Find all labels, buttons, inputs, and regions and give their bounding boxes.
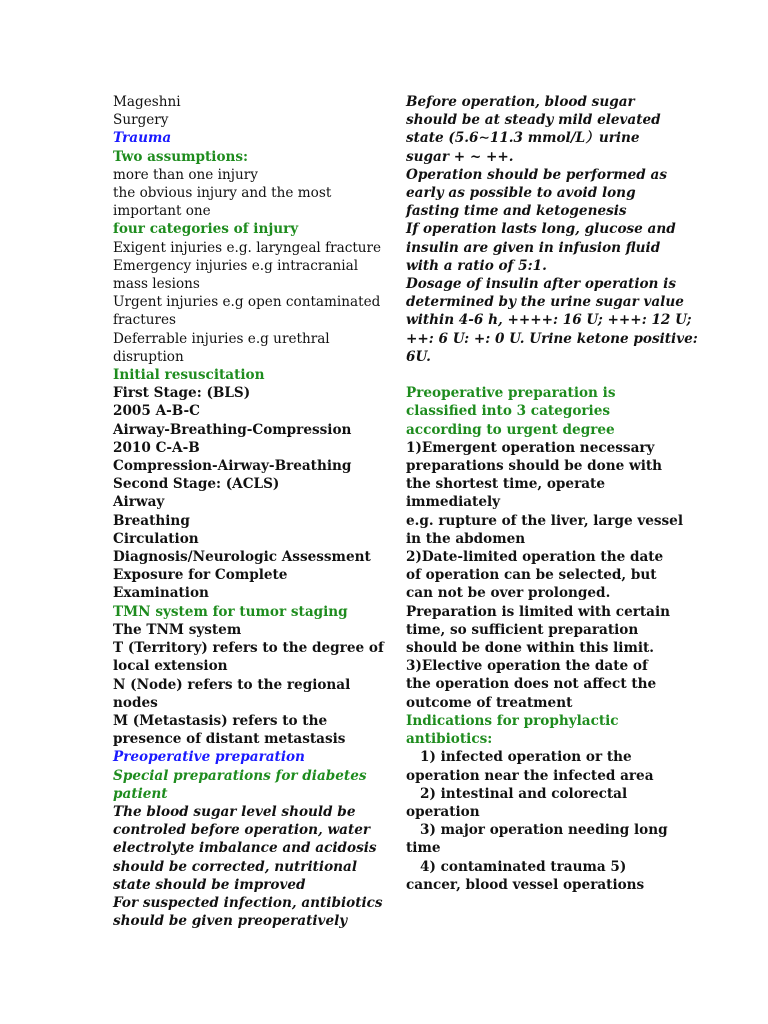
text-line: in the abdomen <box>406 530 526 547</box>
topic-heading: Preoperative preparation <box>113 749 305 766</box>
text-line: time <box>406 840 441 857</box>
text-line: Exigent injuries e.g. laryngeal fracture <box>113 239 382 256</box>
text-line: e.g. rupture of the liver, large vessel <box>406 512 683 529</box>
section-heading: classified into 3 categories <box>406 403 611 420</box>
text-line: Preparation is limited with certain <box>406 603 671 620</box>
text-line: should be given preoperatively <box>113 913 348 930</box>
text-line: cancer, blood vessel operations <box>406 876 645 893</box>
text-line: presence of distant metastasis <box>113 731 346 748</box>
text-line: Airway-Breathing-Compression <box>113 421 352 438</box>
section-heading: Indications for prophylactic <box>406 712 619 729</box>
text-line: 3) major operation needing long <box>420 822 668 839</box>
section-heading: Special preparations for diabetes <box>113 767 367 784</box>
text-line: 3)Elective operation the date of <box>406 658 648 675</box>
text-line: the shortest time, operate <box>406 476 605 493</box>
text-line: Breathing <box>113 512 190 529</box>
section-heading: patient <box>113 785 168 802</box>
text-line: 1)Emergent operation necessary <box>406 439 655 456</box>
left-column <box>113 93 384 930</box>
text-line: 2010 C-A-B <box>113 439 200 456</box>
text-line: should be at steady mild elevated <box>406 112 661 129</box>
text-line: important one <box>113 203 211 220</box>
text-line: 2)Date-limited operation the date <box>406 549 664 566</box>
text-line: should be corrected, nutritional <box>113 858 358 875</box>
text-line: Mageshni <box>113 94 181 110</box>
text-line: 2005 A-B-C <box>113 403 200 420</box>
text-line: N (Node) refers to the regional <box>113 676 351 693</box>
text-line: First Stage: (BLS) <box>113 385 251 402</box>
text-line: local extension <box>113 658 228 675</box>
text-line: Compression-Airway-Breathing <box>113 458 352 475</box>
section-heading: Preoperative preparation is <box>406 385 616 402</box>
topic-heading: Trauma <box>113 130 172 147</box>
text-line: Exposure for Complete <box>113 567 288 584</box>
text-line: should be done within this limit. <box>406 640 655 657</box>
text-line: nodes <box>113 694 158 711</box>
text-line: operation <box>406 803 480 820</box>
text-line: The TNM system <box>113 621 242 638</box>
section-heading: four categories of injury <box>113 221 299 238</box>
text-line: 2) intestinal and colorectal <box>420 785 628 802</box>
text-line: sugar + ~ ++. <box>406 148 514 165</box>
text-line: 1) infected operation or the <box>420 749 632 766</box>
section-heading: antibiotics: <box>406 731 493 748</box>
text-line: disruption <box>113 348 184 365</box>
text-line: Examination <box>113 585 209 602</box>
text-line: mass lesions <box>113 276 200 293</box>
text-line: Before operation, blood sugar <box>406 94 635 110</box>
text-line: determined by the urine sugar value <box>406 294 684 311</box>
blank-line <box>406 366 658 384</box>
text-line: of operation can be selected, but <box>406 567 657 584</box>
text-line: M (Metastasis) refers to the <box>113 712 328 729</box>
text-line: time, so sufficient preparation <box>406 621 639 638</box>
text-line: early as possible to avoid long <box>406 185 636 202</box>
text-line: Second Stage: (ACLS) <box>113 476 280 493</box>
text-line: the operation does not affect the <box>406 676 657 693</box>
right-column <box>406 93 698 894</box>
text-line: The blood sugar level should be <box>113 803 356 820</box>
text-line: state (5.6∼11.3 mmol/L）urine <box>406 130 640 147</box>
text-line: more than one injury <box>113 166 258 183</box>
text-line: Circulation <box>113 530 199 547</box>
text-line: T (Territory) refers to the degree of <box>113 640 384 657</box>
text-line: Surgery <box>113 112 169 129</box>
text-line: electrolyte imbalance and acidosis <box>113 840 377 857</box>
text-line: the obvious injury and the most <box>113 185 332 202</box>
text-line: fasting time and ketogenesis <box>406 203 627 220</box>
text-line: Urgent injuries e.g open contaminated <box>113 294 381 311</box>
text-line: fractures <box>113 312 176 329</box>
section-heading: according to urgent degree <box>406 421 615 438</box>
text-line: Diagnosis/Neurologic Assessment <box>113 549 371 566</box>
text-line: Dosage of insulin after operation is <box>406 276 676 293</box>
text-line: preparations should be done with <box>406 458 663 475</box>
text-line: can not be over prolonged. <box>406 585 611 602</box>
text-line: 4) contaminated trauma 5) <box>420 858 627 875</box>
text-line: insulin are given in infusion fluid <box>406 239 661 256</box>
text-line: Operation should be performed as <box>406 166 667 183</box>
text-line: If operation lasts long, glucose and <box>406 221 676 238</box>
section-heading: Initial resuscitation <box>113 367 265 384</box>
text-line: controled before operation, water <box>113 822 371 839</box>
section-heading: Two assumptions: <box>113 148 249 165</box>
text-line: 6U. <box>406 348 431 365</box>
text-line: Deferrable injuries e.g urethral <box>113 330 330 347</box>
text-line: immediately <box>406 494 501 511</box>
section-heading: TMN system for tumor staging <box>113 603 348 620</box>
text-line: within 4-6 h, ++++: 16 U; +++: 12 U; <box>406 312 692 329</box>
text-line: outcome of treatment <box>406 694 573 711</box>
text-line: Airway <box>113 494 165 511</box>
text-line: with a ratio of 5:1. <box>406 257 547 274</box>
text-line: state should be improved <box>113 876 306 893</box>
text-line: ++: 6 U: +: 0 U. Urine ketone positive: <box>406 330 698 347</box>
text-line: Emergency injuries e.g intracranial <box>113 257 359 274</box>
text-line: For suspected infection, antibiotics <box>113 894 383 911</box>
text-line: operation near the infected area <box>406 767 654 784</box>
